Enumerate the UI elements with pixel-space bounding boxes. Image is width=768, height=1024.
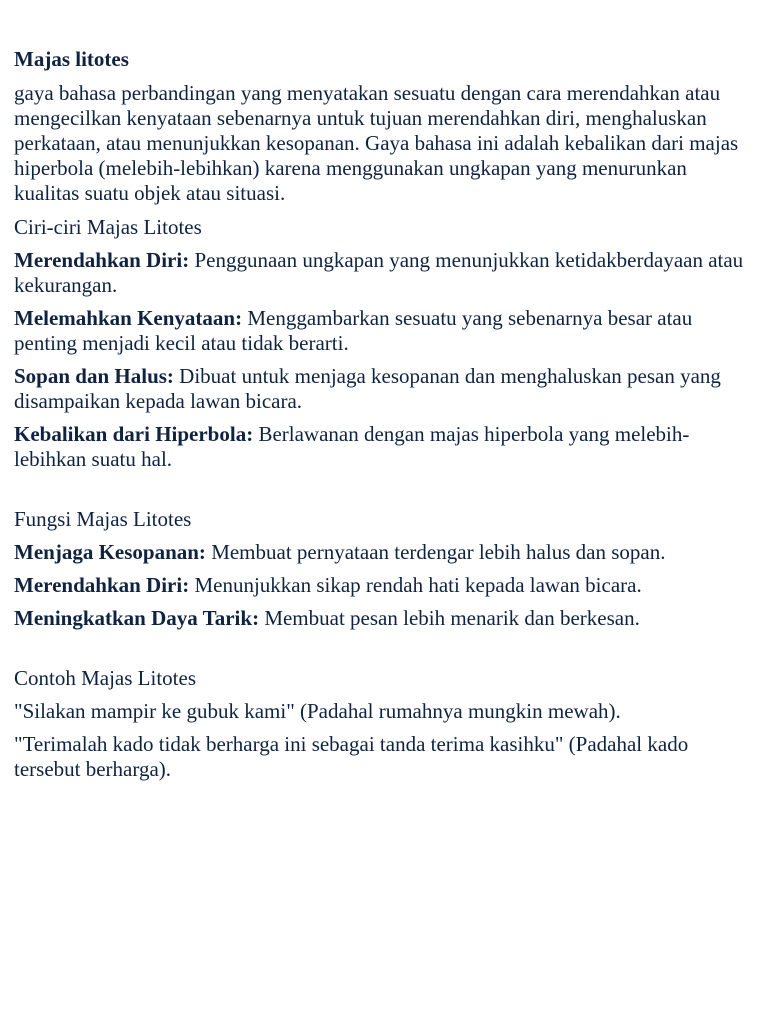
ciri-item (14, 248, 754, 298)
definition-paragraph: gaya bahasa perbandingan yang menyatakan sesuatu dengan cara merendahkan atau mengecilkan kenyataan sebenarnya untuk tujuan merendahkan diri, menghaluskan perkataan, atau menunjukkan kesopanan. Gaya bahasa ini adalah kebalikan dari majas hiperbola (melebih-lebihkan) karena menggunakan ungkapan yang menurunkan kualitas suatu objek atau situasi. (14, 81, 739, 205)
fungsi-item-term: Merendahkan Diri: (14, 573, 190, 597)
section-spacer (14, 480, 754, 507)
section-spacer (14, 639, 754, 666)
fungsi-section (14, 507, 754, 631)
ciri-item (14, 364, 754, 414)
document-title: Majas litotes (14, 47, 129, 71)
fungsi-item-term: Meningkatkan Daya Tarik: (14, 606, 260, 630)
ciri-item-term: Kebalikan dari Hiperbola: (14, 422, 254, 446)
ciri-item-desc: Menggambarkan sesuatu yang sebenarnya besar atau penting menjadi kecil atau tidak berarti. (14, 306, 693, 355)
fungsi-item-desc: Membuat pernyataan terdengar lebih halus dan sopan. (205, 540, 666, 564)
fungsi-item-desc: Menunjukkan sikap rendah hati kepada lawan bicara. (189, 573, 642, 597)
ciri-item-desc: Berlawanan dengan majas hiperbola yang melebih-lebihkan suatu hal. (14, 422, 690, 471)
contoh-item: "Terimalah kado tidak berharga ini sebagai tanda terima kasihku" (Padahal kado tersebut berharga). (14, 732, 689, 781)
fungsi-item-term: Menjaga Kesopanan: (14, 540, 206, 564)
ciri-item (14, 422, 754, 472)
fungsi-item (14, 606, 754, 631)
ciri-item-term: Merendahkan Diri: (14, 248, 190, 272)
ciri-item (14, 306, 754, 356)
ciri-item-desc: Dibuat untuk menjaga kesopanan dan menghaluskan pesan yang disampaikan kepada lawan bicara. (14, 364, 721, 413)
ciri-heading: Ciri-ciri Majas Litotes (14, 215, 202, 239)
contoh-item: "Silakan mampir ke gubuk kami" (Padahal rumahnya mungkin mewah). (14, 699, 621, 723)
ciri-item-term: Sopan dan Halus: (14, 364, 174, 388)
fungsi-item-desc: Membuat pesan lebih menarik dan berkesan. (259, 606, 640, 630)
fungsi-item (14, 573, 754, 598)
fungsi-item (14, 540, 754, 565)
ciri-section (14, 215, 754, 472)
ciri-item-term: Melemahkan Kenyataan: (14, 306, 243, 330)
fungsi-heading: Fungsi Majas Litotes (14, 507, 192, 531)
ciri-item-desc: Penggunaan ungkapan yang menunjukkan ketidakberdayaan atau kekurangan. (14, 248, 744, 297)
contoh-section (14, 666, 754, 782)
contoh-heading: Contoh Majas Litotes (14, 666, 196, 690)
